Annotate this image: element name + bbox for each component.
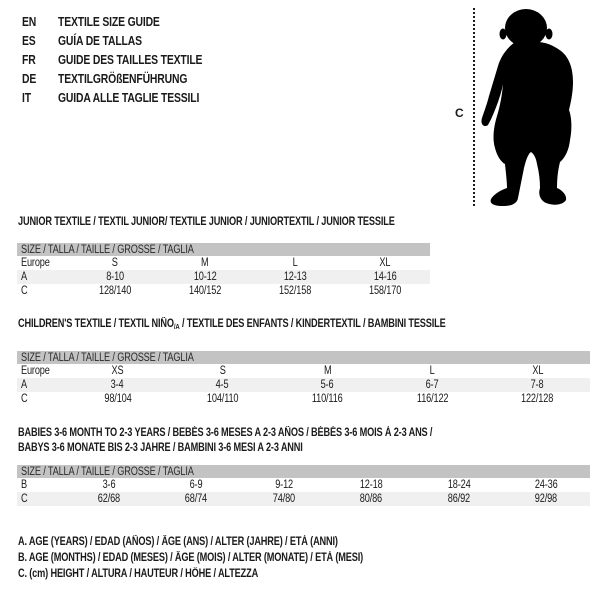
section-title-line1: BABIES 3-6 MONTH TO 2-3 YEARS / BEBÉS 3-6 MESES A 2-3 AÑOS / BÉBÉS 3-6 MOIS À 2-3 ANS / [18,427,433,439]
size-cell: 98/104 [103,393,132,405]
legend-line-b [18,552,449,568]
size-cell: 128/140 [98,285,132,297]
language-row-it [22,88,238,107]
size-cell: 12-18 [359,479,383,491]
size-cell: 8-10 [106,271,124,283]
table-row [17,378,590,392]
size-cell: 158/170 [368,285,402,297]
row-label: Europe [21,257,50,269]
size-cell: M [323,365,332,377]
height-dotted-line [473,8,475,206]
title-pre: CHILDREN'S TEXTILE / TEXTIL NIÑO [18,318,174,330]
size-cell: 122/128 [521,393,554,405]
size-header-bar [17,243,430,256]
size-table-junior [17,243,430,298]
size-header-bar [17,465,590,478]
legend-text: B. AGE (MONTHS) / EDAD (MESES) / ÂGE (MOIS) / ALTER (MONATE) / ETÀ (MESI) [18,552,364,564]
size-cell: 10-12 [193,271,217,283]
table-row [17,492,590,506]
size-table-children [17,351,590,406]
table-row [17,478,590,492]
size-cell: 116/122 [416,393,449,405]
size-cell: 6-9 [189,479,203,491]
language-row-de [22,69,238,88]
section-title-line2: BABYS 3-6 MONATE BIS 2-3 JAHRE / BAMBINI 3-6 MESI A 2-3 ANNI [18,442,303,454]
size-cell: 152/158 [278,285,312,297]
size-cell: S [219,365,226,377]
title-post: / TEXTILE DES ENFANTS / KINDERTEXTIL / BAMBINI TESSILE [179,318,446,330]
size-cell: 68/74 [185,493,208,505]
section-title-children [18,317,552,334]
size-cell: 6-7 [426,379,439,391]
language-row-fr [22,50,238,69]
language-row-es [22,31,238,50]
size-cell: L [292,257,298,269]
size-cell: 9-12 [274,479,293,491]
size-cell: 62/68 [97,493,120,505]
size-cell: 24-36 [534,479,558,491]
size-cell: 140/152 [188,285,222,297]
size-cell: 92/98 [535,493,558,505]
section-title-text: JUNIOR TEXTILE / TEXTIL JUNIOR/ TEXTILE JUNIOR / JUNIORTEXTIL / JUNIOR TESSILE [18,216,395,228]
language-title: GUIDA ALLE TAGLIE TESSILI [58,90,200,105]
size-cell: 74/80 [272,493,295,505]
size-cell: XL [379,257,391,269]
size-header-text: SIZE / TALLA / TAILLE / GRÖSSE / TAGLIA [21,243,194,256]
table-row [17,270,430,284]
row-label: Europe [21,365,50,377]
legend-line-a [18,536,449,552]
size-cell: 86/92 [447,493,470,505]
legend-text: A. AGE (YEARS) / EDAD (AÑOS) / ÂGE (ANS) / ALTER (JAHRE) / ETÀ (ANNI) [18,536,338,548]
row-label: C [21,393,28,405]
height-label-c: C [455,106,464,120]
language-code: ES [22,33,36,48]
size-cell: 3-6 [102,479,116,491]
table-row [17,364,590,378]
title-subscript: /A [173,322,180,331]
legend-line-c [18,568,449,584]
language-title: GUÍA DE TALLAS [58,33,142,48]
table-row [17,284,430,298]
size-cell: 18-24 [447,479,471,491]
section-title-text [18,317,446,334]
language-code: DE [22,71,37,86]
language-row-en [22,12,238,31]
language-title: GUIDE DES TAILLES TEXTILE [58,52,203,67]
size-cell: 14-16 [373,271,397,283]
size-cell: 104/110 [206,393,239,405]
measurement-legend [18,536,449,584]
size-header-bar [17,351,590,364]
table-row [17,392,590,406]
size-cell: 110/116 [312,393,343,405]
baby-silhouette-icon [477,6,595,208]
language-header [22,12,238,107]
legend-text: C. (cm) HEIGHT / ALTURA / HAUTEUR / HÖHE / ALTEZZA [18,568,259,580]
size-cell: XS [111,365,124,377]
size-table-babies [17,465,590,506]
row-label: C [21,493,28,505]
size-cell: 4-5 [216,379,229,391]
language-code: FR [22,52,36,67]
language-code: EN [22,14,37,29]
size-cell: L [430,365,435,377]
language-title: TEXTILGRÖßENFÜHRUNG [58,71,188,86]
row-label: B [21,479,27,491]
size-cell: S [111,257,118,269]
table-row [17,256,430,270]
size-cell: 7-8 [531,379,544,391]
row-label: C [21,285,28,297]
size-cell: 12-13 [283,271,307,283]
size-cell: 80/86 [360,493,383,505]
size-header-text: SIZE / TALLA / TAILLE / GRÖSSE / TAGLIA [21,465,194,478]
size-header-text: SIZE / TALLA / TAILLE / GRÖSSE / TAGLIA [21,351,194,364]
size-cell: 3-4 [111,379,124,391]
size-cell: M [201,257,209,269]
size-cell: XL [532,365,543,377]
row-label: A [21,271,27,283]
row-label: A [21,379,27,391]
section-title-junior [18,215,489,229]
language-title: TEXTILE SIZE GUIDE [58,14,160,29]
language-code: IT [22,90,31,105]
size-cell: 5-6 [321,379,334,391]
section-title-babies [18,426,536,456]
